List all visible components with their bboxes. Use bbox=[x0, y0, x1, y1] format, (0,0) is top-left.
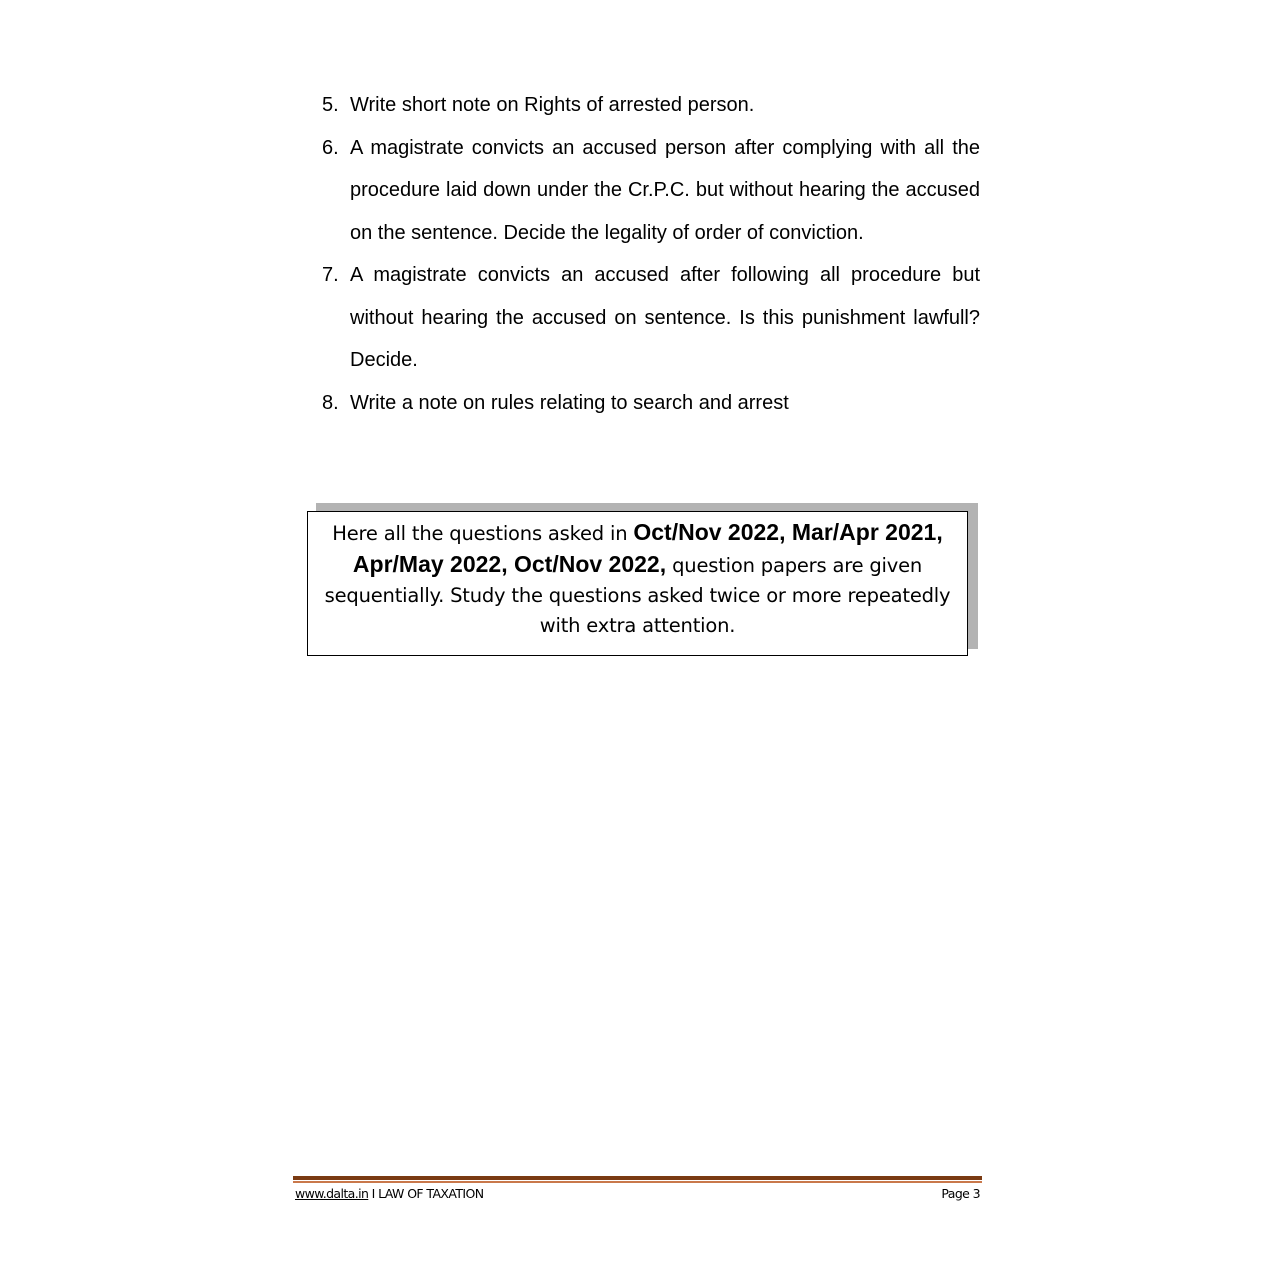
footer-left bbox=[295, 1186, 483, 1201]
question-number: 8. bbox=[322, 391, 339, 414]
question-item bbox=[322, 254, 980, 382]
footer-divider-thin bbox=[293, 1181, 982, 1183]
question-number: 5. bbox=[322, 94, 339, 116]
footer-divider-thick bbox=[293, 1176, 982, 1180]
notice-text-intro: Here all the questions asked in bbox=[332, 522, 634, 545]
notice-text-instructions: question papers are given sequentially. Study the questions asked twice or more repeatedly with extra attention. bbox=[324, 554, 951, 637]
question-list bbox=[322, 84, 980, 424]
question-item bbox=[322, 382, 980, 425]
question-text: A magistrate convicts an accused person after complying with all the procedure laid down under the Cr.P.C. but without hearing the accused on the sentence. Decide the legality of order of conviction. bbox=[350, 136, 980, 244]
footer-subject: LAW OF TAXATION bbox=[378, 1186, 484, 1201]
footer-page-number: Page 3 bbox=[941, 1186, 980, 1201]
notice-sessions-second: Apr/May 2022, Oct/Nov 2022, bbox=[352, 551, 667, 577]
question-text: A magistrate convicts an accused after following all procedure but without hearing the accused on sentence. Is this punishment lawfull? Decide. bbox=[350, 264, 980, 371]
notice-sessions-first: Oct/Nov 2022, Mar/Apr 2021, bbox=[633, 519, 943, 545]
footer-separator: I bbox=[368, 1186, 379, 1201]
question-item bbox=[322, 84, 980, 127]
footer-site-link[interactable]: www.dalta.in bbox=[295, 1186, 369, 1201]
question-number: 6. bbox=[322, 136, 339, 159]
question-item bbox=[322, 127, 980, 255]
question-number: 7. bbox=[322, 264, 339, 286]
question-text: Write a note on rules relating to search and arrest bbox=[350, 391, 789, 414]
notice-box bbox=[307, 511, 968, 656]
question-text: Write short note on Rights of arrested person. bbox=[350, 94, 755, 116]
